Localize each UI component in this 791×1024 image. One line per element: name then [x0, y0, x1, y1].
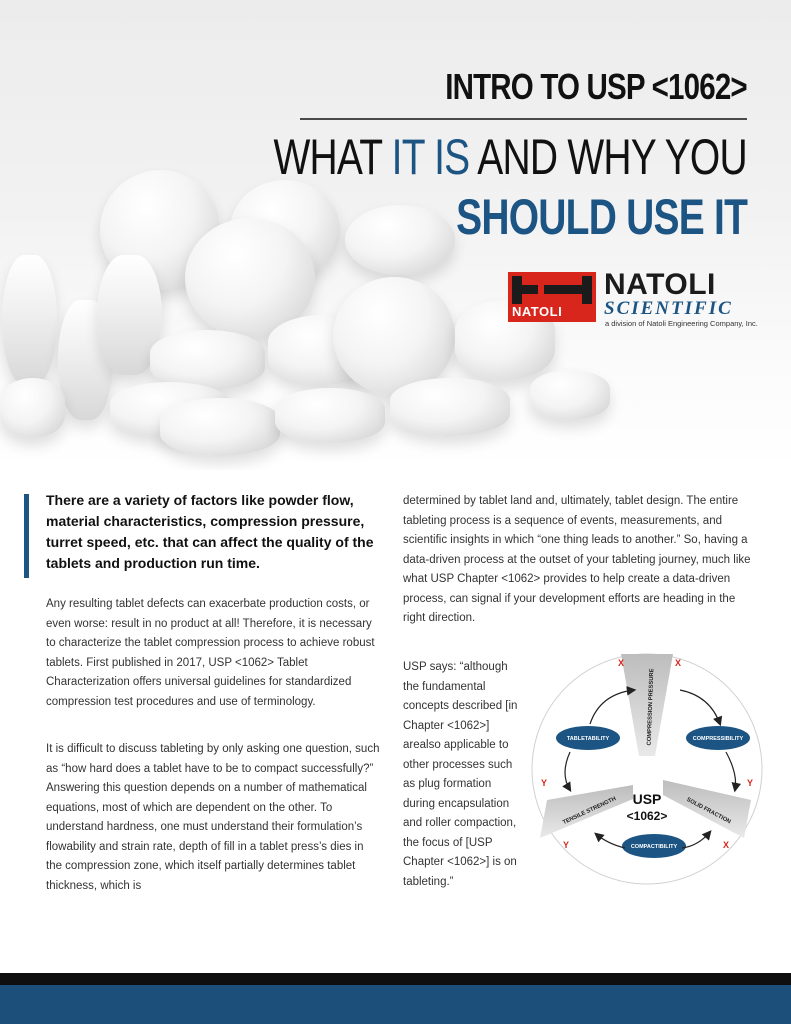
footer-blue-band [0, 985, 791, 1024]
logo-tagline: a division of Natoli Engineering Company, Inc. [605, 319, 758, 328]
center-label-usp: USP [632, 791, 662, 807]
logo-name: NATOLI [604, 268, 716, 301]
title-line-2-highlight: IT IS [391, 129, 470, 185]
node-compactibility-label: COMPACTIBILITY [630, 844, 678, 850]
axis-y-label: Y [540, 778, 548, 788]
title-line-2 [274, 128, 747, 186]
title-line-2-b: AND WHY YOU [469, 129, 747, 185]
title-line-2-a: WHAT [273, 129, 392, 185]
axis-x-label: X [722, 840, 730, 850]
axis-x-label: X [617, 658, 625, 668]
axis-x-label: X [674, 658, 682, 668]
wedge-left-label: TENSILE STRENGTH [562, 796, 618, 827]
logo-mark-icon [508, 272, 596, 322]
body-paragraph: Any resulting tablet defects can exacerbate production costs, or even worse: result in no product at all! Therefore, it is necessary to characterize the tablet compression process to achieve robust tablets. First published in 2017, USP <1062> Tablet Characterization offers universal guidelines for standardized compression test procedures and use of terminology. [46, 598, 375, 708]
title-line-3: SHOULD USE IT [455, 189, 747, 245]
logo-subtitle: SCIENTIFIC [604, 298, 733, 319]
tablet-image [0, 378, 65, 438]
tablet-image [2, 255, 57, 385]
node-tabletability-label: TABLETABILITY [566, 736, 610, 742]
node-compressibility-label: COMPRESSIBILITY [692, 736, 744, 742]
title-divider [300, 118, 747, 120]
title-line-1: INTRO TO USP <1062> [445, 66, 747, 107]
lead-accent-bar [24, 494, 29, 578]
axis-y-label: Y [746, 778, 754, 788]
natoli-logo [508, 268, 758, 332]
lead-paragraph: There are a variety of factors like powder flow, material characteristics, compression pressure, turret speed, etc. that can affect the quality of the tablets and production run time. [46, 492, 374, 571]
tablet-image [530, 370, 610, 420]
tablet-image [150, 330, 265, 390]
body-paragraph: determined by tablet land and, ultimately, tablet design. The entire tableting process is a sequence of events, measurements, and scientific insights in which “one thing leads to another.” So, having a data-driven process at the outset of your tableting journey, much like what USP Chapter <1062> provides to help create a data-driven process, can signal if your development efforts are heading in the right direction. [403, 495, 751, 624]
body-paragraph: It is difficult to discuss tableting by only asking one question, such as “how hard does a tablet have to be to compact successfully?” Answering this question depends on a number of mathematical equations, most of which are dependent on the other. To understand hardness, one must understand their formulation’s flowability and strain rate, depth of fill in a tablet press’s dies in the compression zone, which itself partially determines tablet thickness, which is [46, 743, 380, 892]
wedge-top-label: COMPRESSION PRESSURE [646, 668, 656, 746]
wedge-right-label: SOLID FRACTION [685, 796, 732, 826]
tablet-image [160, 398, 280, 456]
axis-y-label: Y [562, 840, 570, 850]
tablet-image [345, 205, 455, 275]
tablet-image [333, 277, 455, 395]
tablet-image [390, 378, 510, 436]
quote-paragraph: USP says: “although the fundamental concepts described [in Chapter <1062>] arealso applicable to other processes such as plug formation during encapsulation and roller compaction, the focus of [USP Chapter <1062>] is on tableting.” [403, 661, 518, 888]
footer-dark-band [0, 973, 791, 985]
logo-mark-text: NATOLI [512, 304, 563, 319]
usp-1062-diagram [530, 652, 764, 886]
center-label-number: <1062> [626, 809, 668, 823]
tablet-image [275, 388, 385, 443]
